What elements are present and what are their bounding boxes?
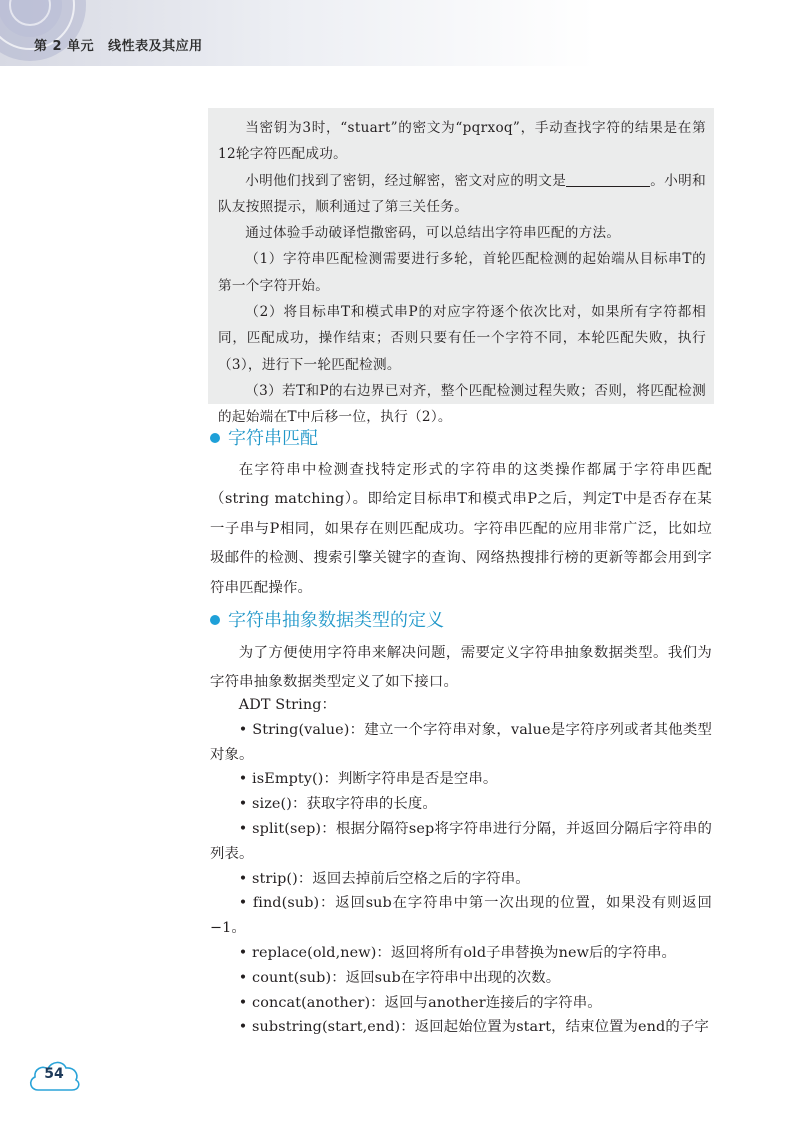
box-fill-text: 小明他们找到了密钥，经过解密，密文对应的明文是: [245, 172, 567, 189]
box-paragraph: 当密钥为3时，“stuart”的密文为“pqrxoq”，手动查找字符的结果是在第12轮字符匹配成功。: [218, 120, 706, 163]
answer-blank[interactable]: [566, 172, 650, 187]
section-intro: [210, 639, 712, 698]
box-step-1: （1）字符串匹配检测需要进行多轮，首轮匹配检测的起始端从目标串T的第一个字符开始。: [218, 251, 706, 294]
activity-box: [208, 108, 714, 426]
adt-interface-list: [210, 693, 712, 1040]
section-body: [210, 456, 712, 603]
list-item: • size()：获取字符串的长度。: [238, 796, 437, 813]
section-title: 字符串匹配: [228, 428, 318, 449]
box-fill-tail: 。小明和队友按照提示，顺利通过了第三关任务。: [218, 172, 706, 215]
list-item: • isEmpty()：判断字符串是否是空串。: [238, 771, 498, 788]
list-item: • strip()：返回去掉前后空格之后的字符串。: [238, 870, 530, 887]
header-title: [34, 35, 203, 54]
box-paragraph-fill: [218, 168, 706, 221]
section-paragraph: 为了方便使用字符串来解决问题，需要定义字符串抽象数据类型。我们为字符串抽象数据类型定义了如下接口。: [210, 645, 712, 691]
page-header: [0, 0, 794, 66]
bullet-dot-icon: [210, 615, 220, 625]
header-circle-decoration: [0, 0, 90, 65]
box-step-2: （2）将目标串T和模式串P的对应字符逐个依次比对，如果所有字符都相同，匹配成功，操作结束；否则只要有任一个字符不同，本轮匹配失败，执行（3），进行下一轮匹配检测。: [218, 304, 706, 373]
section-heading-string-matching: [210, 424, 318, 454]
list-item: • substring(start,end)：返回起始位置为start，结束位置为end的子字: [238, 1019, 709, 1036]
list-item: • String(value)：建立一个字符串对象，value是字符序列或者其他类型对象。: [210, 721, 712, 763]
list-item: • find(sub)：返回sub在字符串中第一次出现的位置，如果没有则返回−1。: [210, 895, 712, 937]
header-chapter: 线性表及其应用: [108, 39, 203, 54]
header-unit: 第 2 单元: [34, 39, 95, 54]
box-step-3: （3）若T和P的右边界已对齐，整个匹配检测过程失败；否则，将匹配检测的起始端在T中后移一位，执行（2）。: [218, 382, 706, 426]
box-paragraph: 通过体验手动破译恺撒密码，可以总结出字符串匹配的方法。: [245, 225, 621, 242]
list-item: • replace(old,new)：返回将所有old子串替换为new后的字符串。: [238, 944, 676, 961]
section-heading-string-adt: [210, 606, 444, 636]
list-item: • concat(another)：返回与another连接后的字符串。: [238, 994, 602, 1011]
adt-title: ADT String：: [238, 697, 336, 713]
list-item: • split(sep)：根据分隔符sep将字符串进行分隔，并返回分隔后字符串的列表。: [210, 820, 712, 862]
section-paragraph: 在字符串中检测查找特定形式的字符串的这类操作都属于字符串匹配（string matching）。即给定目标串T和模式串P之后，判定T中是否存在某一子串与P相同，如果存在则匹配成功。字符串匹配的应用非常广泛，比如垃圾邮件的检测、搜索引擎关键字的查询、网络热搜排行榜的更新等都会用到字符串匹配操作。: [210, 462, 712, 596]
list-item: • count(sub)：返回sub在字符串中出现的次数。: [238, 969, 561, 986]
section-title: 字符串抽象数据类型的定义: [228, 610, 444, 631]
page-number: 54: [44, 1066, 64, 1082]
bullet-dot-icon: [210, 433, 220, 443]
